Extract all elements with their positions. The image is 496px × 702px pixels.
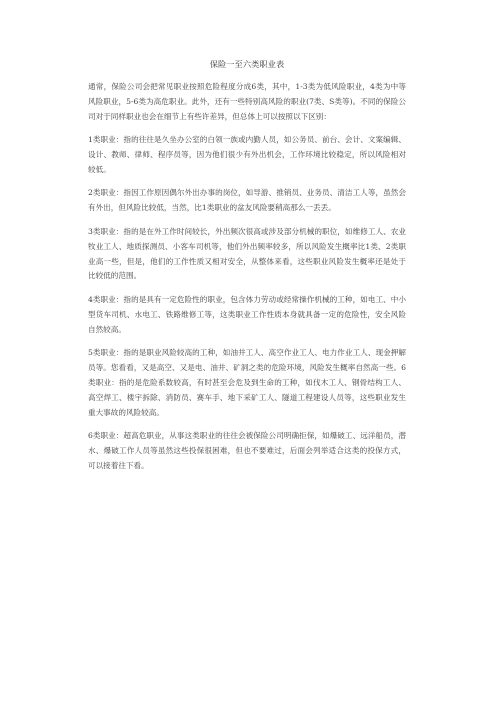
document-title: 保险一至六类职业表	[209, 59, 285, 69]
paragraph-high-risk: 6类职业：超高危职业，从事这类职业的往往会被保险公司明确拒保，如爆破工、远洋船员，潜水、爆破工作人员等虽然这些投保很困难，但也不要难过，后面会列举适合这类的投保方式，可以接着往下看。	[88, 431, 406, 470]
paragraph-class-4: 4类职业：指的是具有一定危险性的职业，包含体力劳动或经常操作机械的工种，如电工、中小型货车司机、水电工、铁路维修工等，这类职业工作性质本身就具备一定的危险性，安全风险自然较高。	[88, 294, 406, 334]
paragraph-class-1: 1类职业：指的往往是久坐办公室的白领一族或内勤人员，如公务员、前台、会计、文案编辑、设计、教师、律师、程序员等，因为他们很少有外出机会，工作环境比较稳定，所以风险相对较低。	[88, 135, 406, 175]
paragraph-class-5-6: 5类职业：指的是职业风险较高的工种，如油井工人、高空作业工人、电力作业工人、现金押解员等。您看看，又是高空、又是电、油井、矿洞之类的危险环境，风险发生概率自然高一些。6类职业：指的是危险系数较高，有时甚至会危及到生命的工种，如伐木工人、钢骨结构工人、高空焊工、楼宇拆除、消防员、赛车手、地下采矿工人、隧道工程建设人员等，这些职业发生重大事故的风险较高。	[88, 348, 406, 417]
document-body	[88, 58, 406, 482]
paragraph-intro: 通常，保险公司会把常见职业按照危险程度分成6类，其中，1-3类为低风险职业，4类为中等风险职业，5-6类为高危职业。此外，还有一些特别高风险的职业(7类、S类等)。不同的保险公司对于同样职业也会在细节上有些许差异，但总体上可以按照以下区别：	[88, 82, 406, 121]
paragraph-class-3: 3类职业：指的是在外工作时间较长，外出频次很高或涉及部分机械的职位，如维修工人、农业牧业工人、地质探测员、小客车司机等，他们外出频率较多，所以风险发生概率比1类、2类职业高一些，但是，他们的工作性质又相对安全，从整体来看，这些职业风险发生概率还是处于比较低的范围。	[88, 226, 406, 281]
paragraph-class-2: 2类职业：指因工作原因偶尔外出办事的岗位，如导游、推销员、业务员、清洁工人等，虽然会有外出，但风险比较低，当然，比1类职业的盆友风险要稍高那么一丢丢。	[88, 188, 406, 213]
